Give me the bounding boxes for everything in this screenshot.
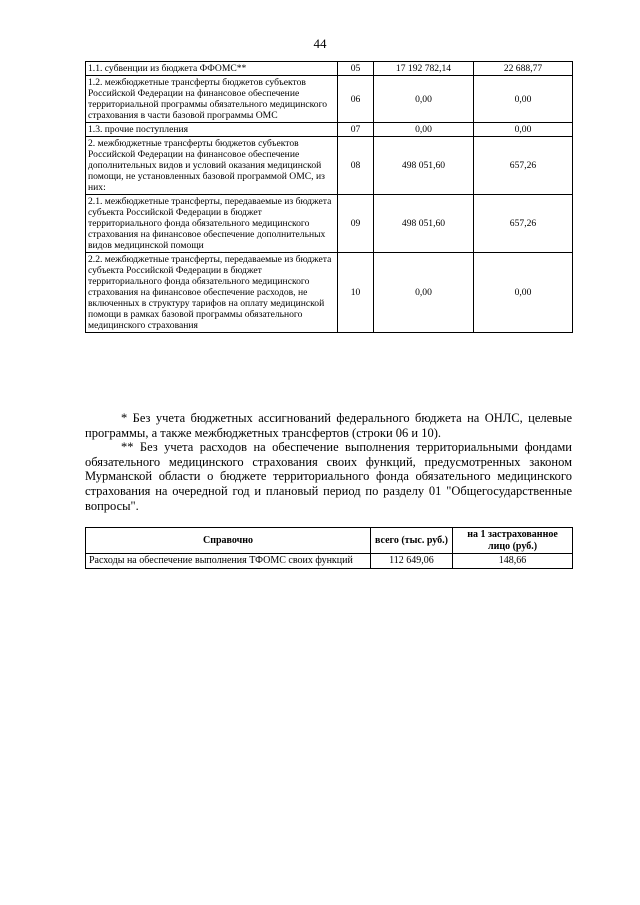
row-code: 10 bbox=[338, 253, 374, 333]
table-row bbox=[86, 62, 573, 76]
row-label: 1.1. субвенции из бюджета ФФОМС** bbox=[86, 62, 338, 76]
row-value-total: 498 051,60 bbox=[374, 137, 474, 195]
row-label: 2.2. межбюджетные трансферты, передаваемые из бюджета субъекта Российской Федерации в бюджет территориального фонда обязательного медицинского страхования на финансовое обеспечение расходов, не включенных в структуру тарифов на оплату медицинской помощи в рамках базовой программы обязательного медицинского страхования bbox=[86, 253, 338, 333]
row-value-total: 498 051,60 bbox=[374, 195, 474, 253]
table-row bbox=[86, 123, 573, 137]
row-code: 07 bbox=[338, 123, 374, 137]
footnotes bbox=[85, 411, 572, 513]
row-code: 08 bbox=[338, 137, 374, 195]
row-value-total: 17 192 782,14 bbox=[374, 62, 474, 76]
reference-row bbox=[86, 554, 573, 569]
table-row bbox=[86, 253, 573, 333]
reference-row-label: Расходы на обеспечение выполнения ТФОМС своих функций bbox=[86, 554, 371, 569]
row-code: 06 bbox=[338, 76, 374, 123]
footnote-2: ** Без учета расходов на обеспечение выполнения территориальными фондами обязательного медицинского страхования своих функций, предусмотренных законом Мурманской области о бюджете территориального фонда обязательного медицинского страхования на очередной год и плановый период по разделу 01 "Общегосударственные вопросы". bbox=[85, 440, 572, 513]
reference-row-total: 112 649,06 bbox=[371, 554, 453, 569]
reference-header-row bbox=[86, 528, 573, 554]
reference-header-label: Справочно bbox=[86, 528, 371, 554]
row-code: 09 bbox=[338, 195, 374, 253]
footnote-1: * Без учета бюджетных ассигнований федерального бюджета на ОНЛС, целевые программы, а также межбюджетных трансфертов (строки 06 и 10). bbox=[85, 411, 572, 440]
table-row bbox=[86, 76, 573, 123]
row-value-per-person: 657,26 bbox=[474, 195, 573, 253]
row-value-total: 0,00 bbox=[374, 76, 474, 123]
row-value-per-person: 0,00 bbox=[474, 123, 573, 137]
table-row bbox=[86, 195, 573, 253]
row-value-per-person: 0,00 bbox=[474, 76, 573, 123]
reference-table bbox=[85, 527, 573, 569]
table-row bbox=[86, 137, 573, 195]
row-value-per-person: 0,00 bbox=[474, 253, 573, 333]
reference-header-per-person: на 1 застрахованное лицо (руб.) bbox=[453, 528, 573, 554]
reference-row-per-person: 148,66 bbox=[453, 554, 573, 569]
row-code: 05 bbox=[338, 62, 374, 76]
page-number: 44 bbox=[313, 36, 327, 51]
row-value-per-person: 657,26 bbox=[474, 137, 573, 195]
row-label: 2.1. межбюджетные трансферты, передаваемые из бюджета субъекта Российской Федерации в бюджет территориального фонда обязательного медицинского страхования на финансовое обеспечение дополнительных видов медицинской помощи bbox=[86, 195, 338, 253]
budget-table bbox=[85, 61, 573, 333]
row-value-per-person: 22 688,77 bbox=[474, 62, 573, 76]
row-label: 2. межбюджетные трансферты бюджетов субъектов Российской Федерации на финансовое обеспечение дополнительных видов и условий оказания медицинской помощи, не установленных базовой программой ОМС, из них: bbox=[86, 137, 338, 195]
reference-header-total: всего (тыс. руб.) bbox=[371, 528, 453, 554]
row-value-total: 0,00 bbox=[374, 123, 474, 137]
row-label: 1.3. прочие поступления bbox=[86, 123, 338, 137]
row-label: 1.2. межбюджетные трансферты бюджетов субъектов Российской Федерации на финансовое обеспечение территориальной программы обязательного медицинского страхования в части базовой программы ОМС bbox=[86, 76, 338, 123]
row-value-total: 0,00 bbox=[374, 253, 474, 333]
